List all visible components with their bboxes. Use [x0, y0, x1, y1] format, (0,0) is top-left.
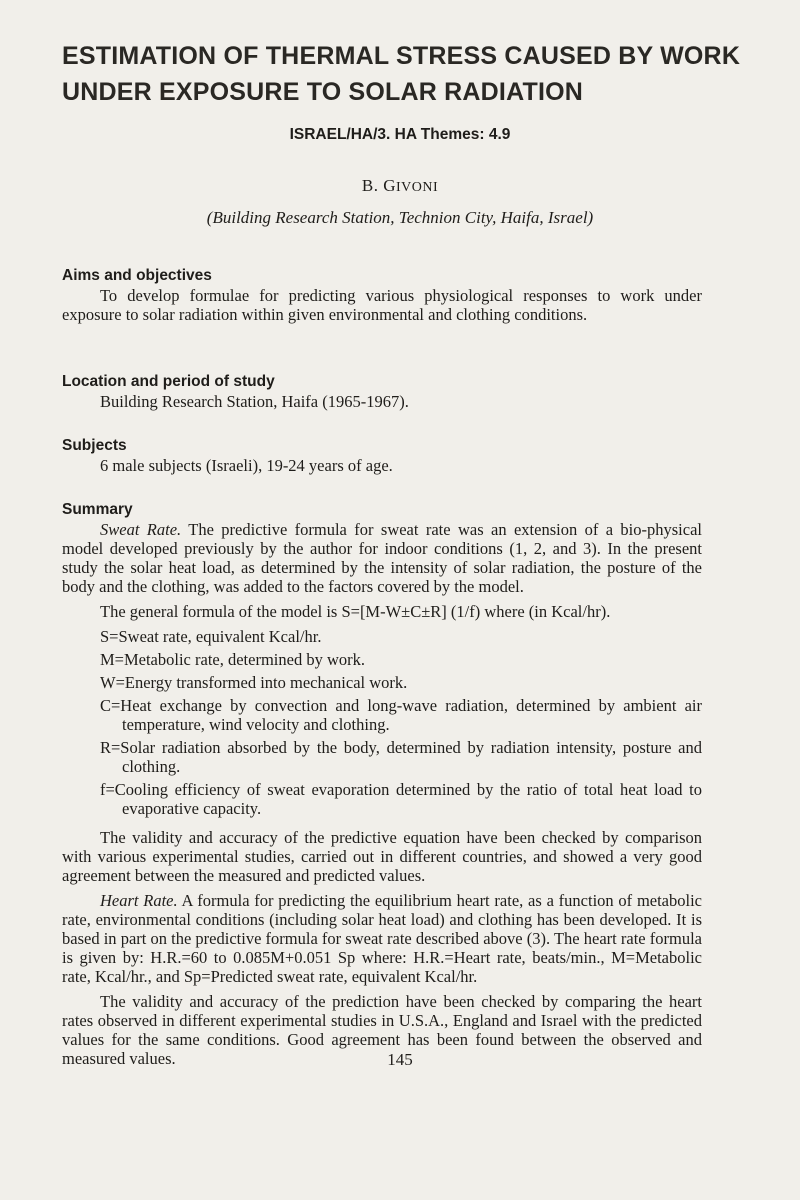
author-initial: B. G: [361, 176, 396, 195]
project-code: ISRAEL/HA/3. HA Themes: 4.9: [289, 126, 511, 143]
author: [0, 176, 800, 196]
definition-item: R=Solar radiation absorbed by the body, determined by radiation intensity, posture and clothing.: [100, 738, 702, 776]
location-heading: Location and period of study: [62, 373, 275, 390]
definition-item: f=Cooling efficiency of sweat evaporation determined by the ratio of total heat load to evaporative capacity.: [100, 780, 702, 818]
sweat-validity-paragraph: The validity and accuracy of the predictive equation have been checked by comparison with various experimental studies, carried out in different countries, and showed a very good agreement between the measured and predicted values.: [62, 828, 702, 885]
subjects-heading: Subjects: [62, 437, 127, 454]
affiliation: (Building Research Station, Technion City, Haifa, Israel): [206, 208, 594, 227]
location-section: [62, 372, 702, 411]
sweat-rate-label: Sweat Rate.: [100, 520, 182, 539]
definition-list: [62, 627, 702, 818]
subjects-section: [62, 436, 702, 475]
location-text: Building Research Station, Haifa (1965-1967).: [100, 392, 409, 411]
page-number: 145: [387, 1050, 413, 1069]
definition-item: S=Sweat rate, equivalent Kcal/hr.: [100, 627, 322, 646]
heart-rate-text: A formula for predicting the equilibrium heart rate, as a function of metabolic rate, environmental conditions (including solar heat load) and clothing has been developed. It is based in part on the predictive formula for sweat rate described above (3). The heart rate formula is given by: H.R.=60 to 0.085M+0.051 Sp where: H.R.=Heart rate, beats/min., M=Metabolic rate, Kcal/hr., and Sp=Predicted sweat rate, equivalent Kcal/hr.: [62, 891, 702, 986]
definition-item: C=Heat exchange by convection and long-wave radiation, determined by ambient air temperature, wind velocity and clothing.: [100, 696, 702, 734]
sweat-rate-text: The predictive formula for sweat rate was an extension of a bio-physical model developed previously by the author for indoor conditions (1, 2, and 3). In the present study the solar heat load, as determined by the intensity of solar radiation, the posture of the body and the clothing, was added to the factors covered by the model.: [62, 520, 702, 596]
summary-section: [62, 500, 702, 1068]
author-surname: IVONI: [395, 180, 439, 195]
aims-text: To develop formulae for predicting various physiological responses to work under exposure to solar radiation within given environmental and clothing conditions.: [62, 286, 702, 324]
definition-item: W=Energy transformed into mechanical work.: [100, 673, 408, 692]
summary-heading: Summary: [62, 501, 133, 518]
formula-text: The general formula of the model is S=[M-W±C±R] (1/f) where (in Kcal/hr).: [100, 602, 611, 621]
heart-validity-paragraph: The validity and accuracy of the prediction have been checked by comparing the heart rates observed in different experimental studies in U.S.A., England and Israel with the predicted values for the same conditions. Good agreement has been found between the observed and measured values.: [62, 992, 702, 1068]
heart-rate-paragraph: [62, 891, 702, 986]
aims-section: [62, 266, 702, 324]
heart-rate-label: Heart Rate.: [100, 891, 178, 910]
aims-heading: Aims and objectives: [62, 267, 212, 284]
subjects-text: 6 male subjects (Israeli), 19-24 years of age.: [100, 456, 393, 475]
definition-item: M=Metabolic rate, determined by work.: [100, 650, 365, 669]
sweat-rate-paragraph: [62, 520, 702, 596]
page-title: ESTIMATION OF THERMAL STRESS CAUSED BY WORK UNDER EXPOSURE TO SOLAR RADIATION: [62, 42, 741, 106]
